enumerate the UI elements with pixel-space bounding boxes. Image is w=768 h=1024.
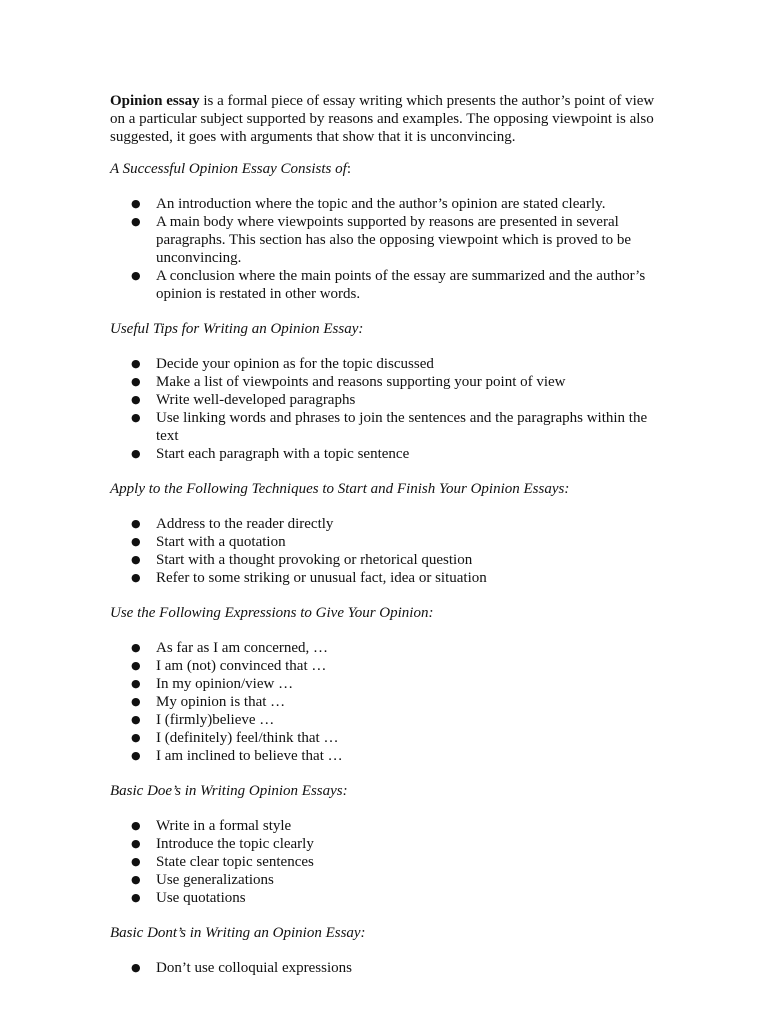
- bullet-icon: ●: [131, 571, 141, 584]
- bullet-icon: ●: [131, 269, 141, 282]
- bullet-icon: ●: [131, 393, 141, 406]
- bullet-icon: ●: [131, 375, 141, 388]
- section-heading: Basic Doe’s in Writing Opinion Essays:: [110, 783, 348, 799]
- bullet-list: [110, 959, 655, 977]
- section-heading: Basic Dont’s in Writing an Opinion Essay:: [110, 925, 366, 941]
- intro-paragraph: [110, 92, 655, 146]
- bullet-icon: ●: [131, 447, 141, 460]
- bullet-icon: ●: [131, 873, 141, 886]
- list-item: ● Use quotations: [131, 890, 246, 906]
- bullet-icon: ●: [131, 215, 141, 228]
- intro-term: Opinion essay: [110, 93, 200, 109]
- bullet-list: [110, 639, 655, 765]
- list-item: ● As far as I am concerned, …: [131, 640, 329, 656]
- list-item: ● Make a list of viewpoints and reasons supporting your point of view: [131, 374, 566, 390]
- list-item: ● Decide your opinion as for the topic discussed: [131, 356, 434, 372]
- bullet-icon: ●: [131, 891, 141, 904]
- bullet-list: [110, 195, 655, 303]
- bullet-icon: ●: [131, 411, 141, 424]
- bullet-icon: ●: [131, 731, 141, 744]
- bullet-icon: ●: [131, 961, 141, 974]
- bullet-icon: ●: [131, 837, 141, 850]
- list-item: ● State clear topic sentences: [131, 854, 314, 870]
- section-heading: Useful Tips for Writing an Opinion Essay:: [110, 321, 364, 337]
- list-item: ● Address to the reader directly: [131, 516, 334, 532]
- bullet-icon: ●: [131, 819, 141, 832]
- section-heading: Use the Following Expressions to Give Your Opinion:: [110, 605, 434, 621]
- section-heading: Apply to the Following Techniques to Start and Finish Your Opinion Essays:: [110, 481, 570, 497]
- list-item: ● A conclusion where the main points of the essay are summarized and the author’s opinion is restated in other words.: [131, 268, 646, 302]
- list-item: ● Write well-developed paragraphs: [131, 392, 356, 408]
- bullet-icon: ●: [131, 517, 141, 530]
- list-item: ● In my opinion/view …: [131, 676, 294, 692]
- list-item: ● Write in a formal style: [131, 818, 292, 834]
- bullet-icon: ●: [131, 197, 141, 210]
- list-item: ● I am (not) convinced that …: [131, 658, 327, 674]
- list-item: ● Don’t use colloquial expressions: [131, 960, 352, 976]
- bullet-icon: ●: [131, 855, 141, 868]
- bullet-icon: ●: [131, 695, 141, 708]
- bullet-icon: ●: [131, 553, 141, 566]
- section-heading-text: A Successful Opinion Essay Consists of: [110, 161, 347, 177]
- bullet-icon: ●: [131, 641, 141, 654]
- list-item: ● I am inclined to believe that …: [131, 748, 343, 764]
- list-item: ● Start with a quotation: [131, 534, 286, 550]
- list-item: ● I (firmly)believe …: [131, 712, 275, 728]
- bullet-icon: ●: [131, 357, 141, 370]
- bullet-icon: ●: [131, 749, 141, 762]
- list-item: ● Refer to some striking or unusual fact, idea or situation: [131, 570, 487, 586]
- list-item: ● Use linking words and phrases to join the sentences and the paragraphs within the text: [131, 410, 648, 444]
- bullet-icon: ●: [131, 659, 141, 672]
- list-item: ● Start each paragraph with a topic sentence: [131, 446, 410, 462]
- document-page: [110, 92, 655, 994]
- list-item: ● Introduce the topic clearly: [131, 836, 314, 852]
- list-item: ● A main body where viewpoints supported by reasons are presented in several paragraphs. This section has also the opposing viewpoint which is proved to be unconvincing.: [131, 214, 632, 266]
- bullet-list: [110, 355, 655, 463]
- bullet-list: [110, 515, 655, 587]
- list-item: ● Use generalizations: [131, 872, 274, 888]
- bullet-icon: ●: [131, 677, 141, 690]
- section-heading: [110, 160, 655, 178]
- list-item: ● I (definitely) feel/think that …: [131, 730, 339, 746]
- list-item: ● My opinion is that …: [131, 694, 286, 710]
- section-heading-colon: :: [346, 161, 351, 177]
- bullet-icon: ●: [131, 535, 141, 548]
- list-item: ● An introduction where the topic and the author’s opinion are stated clearly.: [131, 196, 606, 212]
- bullet-icon: ●: [131, 713, 141, 726]
- list-item: ● Start with a thought provoking or rhetorical question: [131, 552, 473, 568]
- bullet-list: [110, 817, 655, 907]
- intro-text: is a formal piece of essay writing which presents the author’s point of view on a particular subject supported by reasons and examples. The opposing viewpoint is also suggested, it goes with arguments that show that it is unconvincing.: [110, 93, 655, 145]
